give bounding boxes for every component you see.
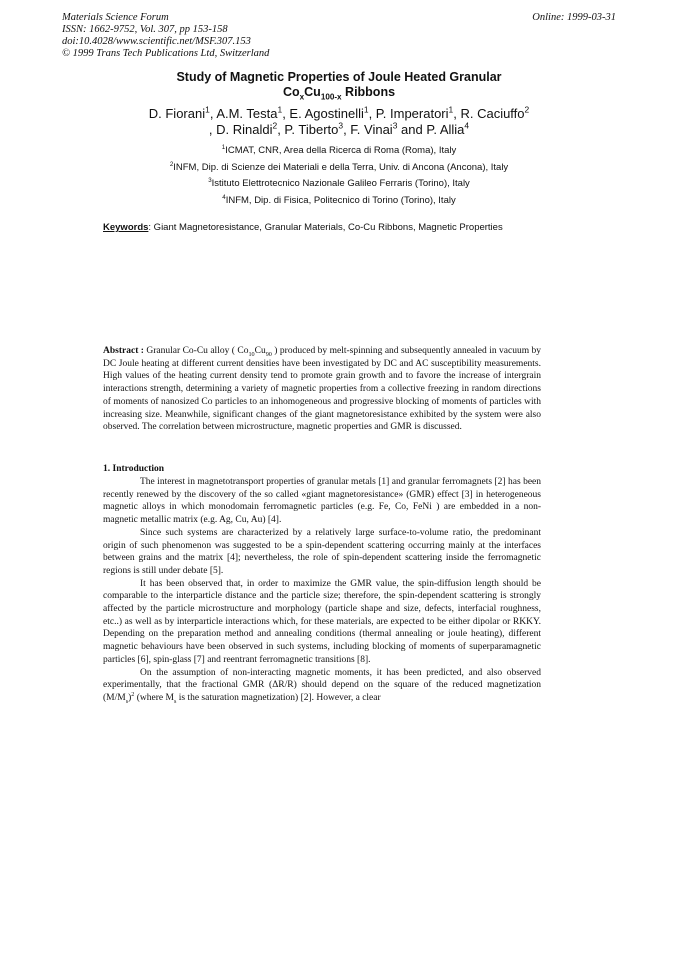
author: , P. Imperatori (368, 106, 449, 121)
affiliation-4 (80, 193, 598, 210)
affiliation-2 (80, 160, 598, 177)
author-affil-mark: 1 (363, 104, 369, 115)
affiliation-3 (80, 176, 598, 193)
introduction-body (103, 476, 541, 705)
title-sub-100x: 100-x (320, 92, 342, 102)
abstract-text: Granular Co-Cu alloy ( Co (143, 346, 249, 356)
affiliation-number: 3 (208, 176, 212, 184)
keywords-label: Keywords (103, 222, 149, 233)
paragraph-sup: 2 (131, 691, 135, 698)
paragraph-sub: s (125, 698, 129, 705)
paragraph: The interest in magnetotransport properties of granular metals [1] and granular ferromagnets [2] has been recently renewed by the discovery of the so called «giant magnetoresistance» (GMR) effect [3] in heterogeneous magnetic alloys in which monodomain ferromagnetic particles (e.g. Fe, Co, FeNi ) are embedded in a non-magnetic metallic matrix (e.g. Ag, Cu, Au) [4]. (103, 477, 541, 526)
affiliation-number: 4 (222, 193, 226, 201)
abstract-sub: 90 (265, 351, 272, 358)
author-affil-mark: 2 (524, 104, 530, 115)
author-affil-mark: 3 (338, 120, 344, 131)
title-line1: Study of Magnetic Properties of Joule Heated Granular (176, 70, 502, 84)
paragraph-text: is the saturation magnetization) [2]. However, a clear (176, 692, 381, 703)
affiliation-1 (80, 143, 598, 160)
paragraph-text: (where M (134, 692, 174, 703)
author-affil-mark: 1 (205, 104, 210, 115)
affiliation-text: INFM, Dip. di Fisica, Politecnico di Torino (Torino), Italy (225, 194, 456, 206)
paragraph-text: ) (128, 692, 132, 703)
author: , F. Vinai (343, 122, 393, 137)
section-heading: 1. Introduction (103, 464, 165, 474)
authors (80, 106, 598, 138)
title-co: Co (282, 85, 300, 99)
author: , A.M. Testa (209, 106, 278, 121)
author-affil-mark: 1 (277, 104, 283, 115)
header-issn: ISSN: 1662-9752, Vol. 307, pp 153-158 (62, 24, 228, 35)
author-affil-mark: 3 (392, 120, 398, 131)
header-copyright: © 1999 Trans Tech Publications Ltd, Switzerland (62, 48, 270, 59)
keywords-text: : Giant Magnetoresistance, Granular Materials, Co-Cu Ribbons, Magnetic Properties (148, 222, 503, 233)
header-doi: doi:10.4028/www.scientific.net/MSF.307.153 (62, 36, 251, 47)
affiliations (80, 143, 598, 209)
author-affil-mark: 1 (448, 104, 454, 115)
abstract-text: ) produced by melt-spinning and subsequently annealed in vacuum by DC Joule heating at different current densities have been investigated by DC and AC susceptibility measurements. High values of the heating current density tend to promote grain growth and to favore the increase of intergrain interactions strength, determining a variety of magnetic properties from a collective freezing in random directions of moments of nanosized Co particles to an inhomogeneous and progressive blocking of moments of particles with increasing size. Meanwhile, significant changes of the giant magnetoresistance exhibited by the system were also observed. The correlation between microstructure, magnetic properties and GMR is discussed. (103, 346, 542, 433)
paragraph-text: On the assumption of non-interacting magnetic moments, it has been predicted, and also observed experimentally, that the fractional GMR (ΔR/R) should depend on the square of the reduced magnetization (M/M (103, 667, 541, 703)
author: , R. Caciuffo (453, 106, 525, 121)
affiliation-text: ICMAT, CNR, Area della Ricerca di Roma (Roma), Italy (225, 145, 457, 156)
author: and P. Allia (397, 122, 465, 137)
paragraph: Since such systems are characterized by a relatively large surface-to-volume ratio, the predominant origin of such phenomenon was suggested to be a spin-dependent scattering occurring mainly at the interfaces between grains and the matrix [4]; nevertheless, the role of spin-dependent scattering inside the ferromagnetic regions is still under debate [5]. (103, 527, 541, 576)
paragraph (103, 667, 541, 705)
paper-title (80, 70, 598, 100)
title-sub-x: x (299, 92, 305, 102)
title-ribbons: Ribbons (341, 85, 396, 99)
header-journal: Materials Science Forum (62, 12, 169, 23)
paragraph-sub: s (173, 698, 177, 705)
author: , D. Rinaldi (208, 122, 273, 137)
abstract-text: Cu (254, 346, 266, 356)
paragraph: It has been observed that, in order to maximize the GMR value, the spin-diffusion length should be comparable to the interparticle distance and the particle size; therefore, the spin-dependent scattering is strongly affected by the particle microstructure and morphology (particle shape and size, defects, interfacial roughness, etc..) as well as by interparticle interactions which, for these materials, are expected to be either dipolar or RKKY. Depending on the preparation method and annealing conditions (thermal annealing or joule heating), different magnetic behaviours have been observed in such systems, including blocking of moments of superparamagnetic particles [6], spin-glass [7] and reentrant ferromagnetic transitions [8]. (103, 578, 541, 665)
affiliation-number: 1 (221, 143, 226, 151)
online-date: Online: 1999-03-31 (532, 12, 616, 23)
author: D. Fiorani (148, 106, 206, 121)
affiliation-number: 2 (169, 160, 174, 168)
abstract (103, 345, 541, 434)
affiliation-text: Istituto Elettrotecnico Nazionale Galileo Ferraris (Torino), Italy (211, 178, 470, 189)
author: , E. Agostinelli (282, 106, 364, 121)
abstract-label: Abstract : (103, 346, 144, 356)
title-cu: Cu (304, 85, 321, 99)
affiliation-text: INFM, Dip. di Scienze dei Materiali e della Terra, Univ. di Ancona (Ancona), Italy (173, 161, 509, 173)
author-affil-mark: 4 (464, 120, 470, 131)
keywords (103, 222, 583, 233)
author-affil-mark: 2 (272, 120, 278, 131)
abstract-sub: 10 (248, 351, 255, 358)
author: , P. Tiberto (277, 122, 339, 137)
